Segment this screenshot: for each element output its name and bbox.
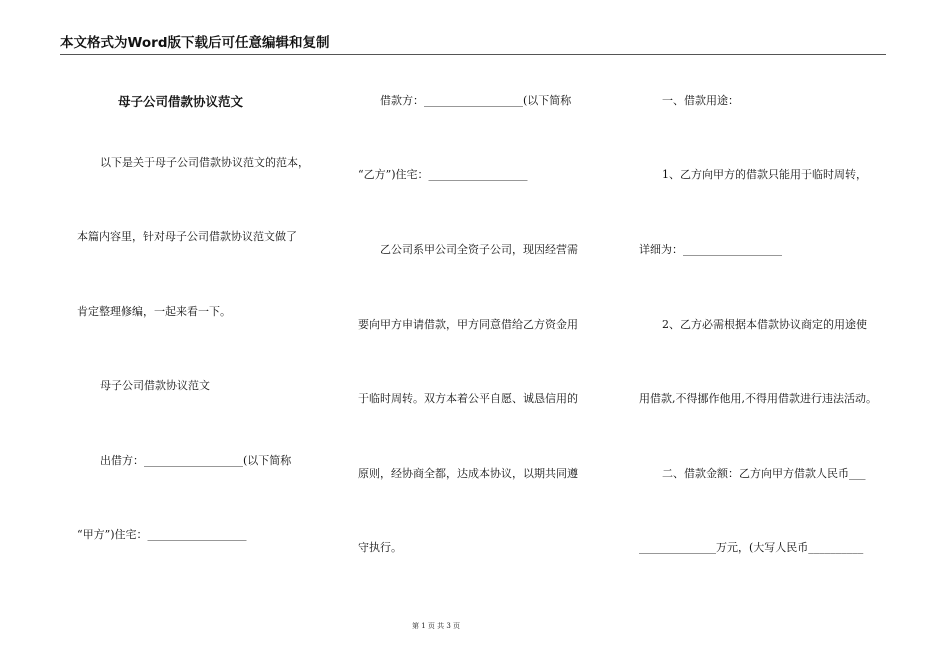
paragraph-line: 乙公司系甲公司全资子公司，现因经营需 xyxy=(380,243,578,256)
paragraph-line: 于临时周转。双方本着公平自愿、诚恳信用的 xyxy=(358,392,578,405)
borrower-line: 借款方：__________________(以下简称 xyxy=(380,94,572,107)
paragraph-line: 守执行。 xyxy=(358,541,402,554)
header-text: 本文格式为Word版下载后可任意编辑和复制 xyxy=(60,35,330,51)
section-heading: 母子公司借款协议范文 xyxy=(100,379,210,392)
paragraph-line: 用借款,不得挪作他用,不得用借款进行违法活动。 xyxy=(639,392,877,405)
paragraph-line: 肯定整理修编，一起来看一下。 xyxy=(77,305,231,318)
paragraph-line: ______________万元，(大写人民币__________ xyxy=(639,541,864,554)
document-title: 母子公司借款协议范文 xyxy=(118,94,244,109)
section-heading: 二、借款金额：乙方向甲方借款人民币___ xyxy=(662,467,866,480)
paragraph-line: 本篇内容里，针对母子公司借款协议范文做了 xyxy=(77,230,297,243)
paragraph-line: 详细为：__________________ xyxy=(639,243,782,256)
lender-address-line: “甲方”)住宅：__________________ xyxy=(77,528,247,541)
paragraph-line: 2、乙方必需根据本借款协议商定的用途使 xyxy=(662,318,867,331)
lender-line: 出借方：__________________(以下简称 xyxy=(100,454,292,467)
borrower-address-line: “乙方”)住宅：__________________ xyxy=(358,168,528,181)
section-heading: 一、借款用途： xyxy=(662,94,739,107)
page-header xyxy=(60,34,886,55)
paragraph-line: 要向甲方申请借款，甲方同意借给乙方资金用 xyxy=(358,318,578,331)
paragraph-line: 原则，经协商全都，达成本协议，以期共同遵 xyxy=(358,467,578,480)
paragraph-line: 以下是关于母子公司借款协议范文的范本， xyxy=(100,156,309,169)
page-footer: 第 1 页 共 3 页 xyxy=(412,622,461,630)
paragraph-line: 1、乙方向甲方的借款只能用于临时周转， xyxy=(662,168,867,181)
